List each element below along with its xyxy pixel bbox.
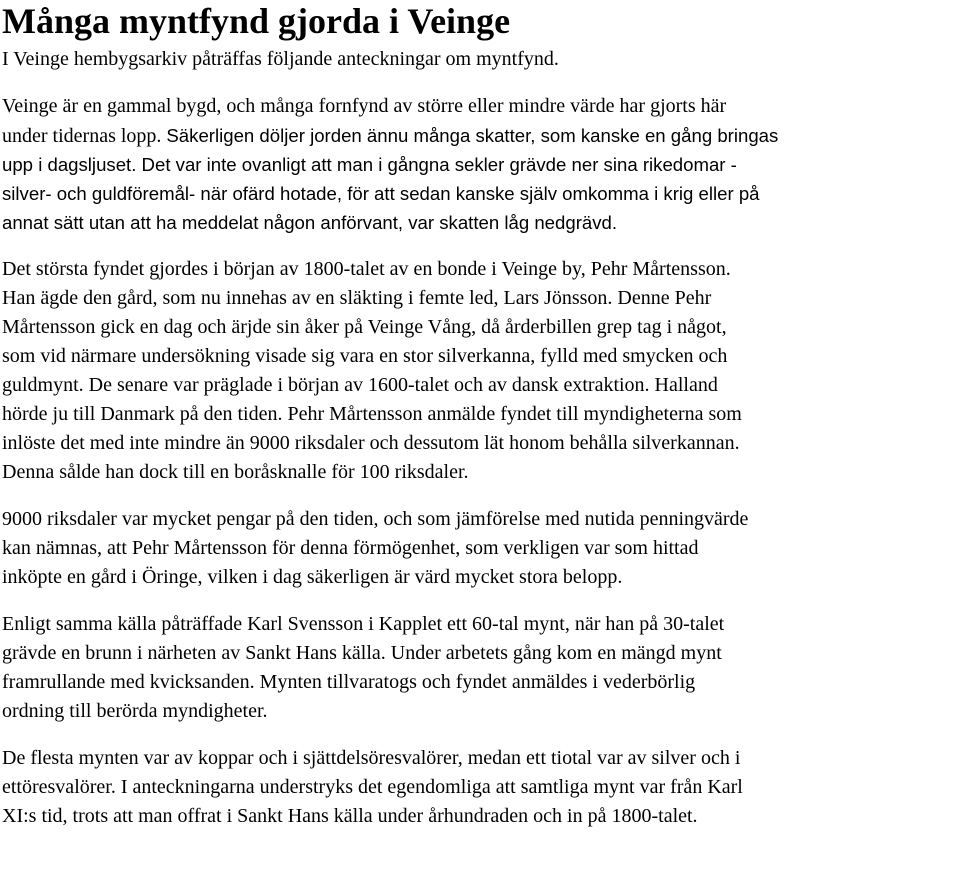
text-line: XI:s tid, trots att man offrat i Sankt Hans källa under århundraden och in på 1800-talet. — [2, 805, 698, 827]
text-line: grävde en brunn i närheten av Sankt Hans källa. Under arbetets gång kom en mängd mynt — [2, 642, 722, 664]
text-line: Det största fyndet gjordes i början av 1800-talet av en bonde i Veinge by, Pehr Mårtensson. — [2, 258, 731, 280]
text-line: I Veinge hembygsarkiv påträffas följande anteckningar om myntfynd. — [2, 48, 559, 70]
text-line: som vid närmare undersökning visade sig vara en stor silverkanna, fylld med smycken och — [2, 345, 728, 367]
text-line: upp i dagsljuset. Det var inte ovanligt att man i gångna sekler grävde ner sina rikedomar - — [2, 154, 737, 175]
text-line: annat sätt utan att ha meddelat någon anförvant, var skatten låg nedgrävd. — [2, 212, 618, 233]
text-line: guldmynt. De senare var präglade i början av 1600-talet och av dansk extraktion. Halland — [2, 374, 718, 396]
text-line: silver- och guldföremål- när ofärd hotade, för att sedan kanske själv omkomma i krig eller på — [2, 183, 760, 204]
text-line: Veinge är en gammal bygd, och många fornfynd av större eller mindre värde har gjorts här — [2, 95, 727, 117]
text-line: framrullande med kvicksanden. Mynten tillvaratogs och fyndet anmäldes i vederbörlig — [2, 671, 696, 693]
paragraph-5 — [2, 744, 960, 831]
text-line: inlöste det med inte mindre än 9000 riksdaler och dessutom lät honom behålla silverkannan. — [2, 432, 740, 454]
paragraph-3 — [2, 505, 960, 592]
paragraph-2 — [2, 255, 960, 487]
text-line: Han ägde den gård, som nu innehas av en släkting i femte led, Lars Jönsson. Denne Pehr — [2, 287, 712, 309]
text-line: Enligt samma källa påträffade Karl Svensson i Kapplet ett 60-tal mynt, när han på 30-talet — [2, 613, 725, 635]
text-line: ordning till berörda myndigheter. — [2, 700, 268, 722]
text-span: Säkerligen döljer jorden ännu många skatter, som kanske en gång bringas — [166, 125, 779, 146]
page-title: Många myntfynd gjorda i Veinge — [2, 1, 511, 41]
text-line: hörde ju till Danmark på den tiden. Pehr Mårtensson anmälde fyndet till myndigheterna som — [2, 403, 742, 425]
text-span: under tidernas lopp. — [2, 125, 167, 147]
text-line: kan nämnas, att Pehr Mårtensson för denna förmögenhet, som verkligen var som hittad — [2, 537, 699, 559]
text-line: inköpte en gård i Öringe, vilken i dag säkerligen är värd mycket stora belopp. — [2, 566, 623, 588]
paragraph-4 — [2, 610, 960, 726]
text-line — [2, 121, 960, 150]
text-line: Denna sålde han dock till en boråsknalle för 100 riksdaler. — [2, 461, 469, 483]
paragraph-1 — [2, 92, 960, 237]
text-line: ettöresvalörer. I anteckningarna understryks det egendomliga att samtliga mynt var från Karl — [2, 776, 743, 798]
text-line: Mårtensson gick en dag och ärjde sin åker på Veinge Vång, då årderbillen grep tag i något, — [2, 316, 727, 338]
intro-paragraph — [2, 45, 960, 74]
text-line: 9000 riksdaler var mycket pengar på den tiden, och som jämförelse med nutida penningvärde — [2, 508, 749, 530]
text-line: De flesta mynten var av koppar och i sjättdelsöresvalörer, medan ett tiotal var av silver och i — [2, 747, 741, 769]
